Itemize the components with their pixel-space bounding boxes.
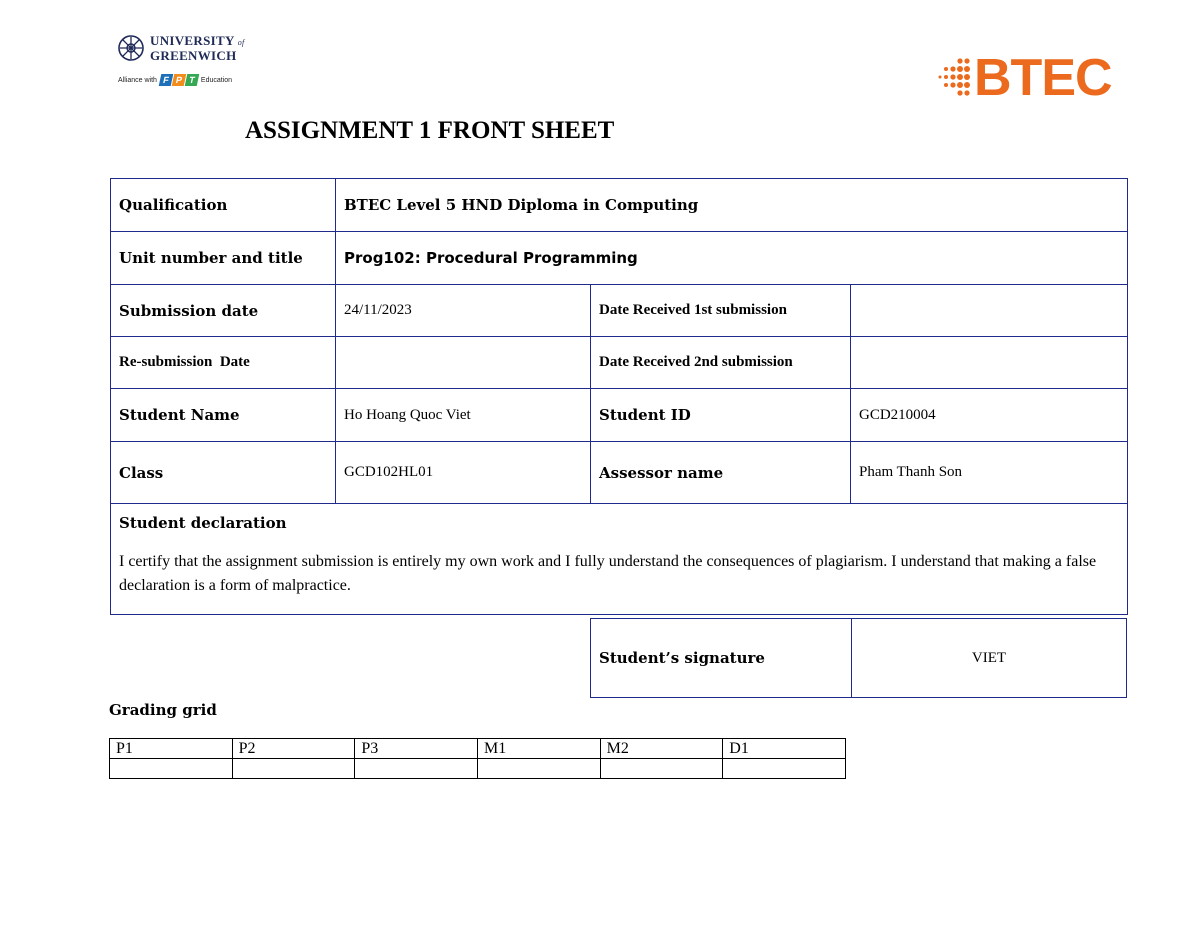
alliance-text: Alliance with	[118, 76, 157, 84]
grading-value-row	[110, 759, 846, 779]
unit-row	[111, 232, 1128, 285]
uog-line2: GREENWICH	[150, 48, 237, 63]
grade-value-p1	[110, 759, 233, 779]
assessor-label: Assessor name	[591, 442, 851, 504]
submission-row	[111, 285, 1128, 337]
university-of-greenwich-logo	[118, 34, 258, 94]
grade-header-m2: M2	[600, 739, 723, 759]
btec-dots-icon	[936, 55, 974, 101]
fpt-letter-t: T	[185, 74, 200, 86]
unit-label: Unit number and title	[111, 232, 336, 285]
signature-table	[590, 618, 1127, 698]
unit-value: Prog102: Procedural Programming	[336, 232, 1128, 285]
grade-header-p2: P2	[232, 739, 355, 759]
date-received-1-value	[851, 285, 1128, 337]
declaration-title: Student declaration	[119, 514, 287, 532]
date-received-2-label: Date Received 2nd submission	[591, 337, 851, 389]
front-sheet-table	[110, 178, 1128, 615]
signature-value: VIET	[852, 619, 1127, 698]
fpt-alliance	[118, 74, 258, 86]
qualification-value: BTEC Level 5 HND Diploma in Computing	[336, 179, 1128, 232]
fpt-logo	[160, 74, 198, 86]
qualification-label: Qualification	[111, 179, 336, 232]
fpt-letter-p: P	[172, 74, 187, 86]
grading-grid-title: Grading grid	[109, 701, 217, 719]
student-row	[111, 389, 1128, 442]
grade-header-p1: P1	[110, 739, 233, 759]
grade-value-m2	[600, 759, 723, 779]
uog-of: of	[237, 38, 245, 47]
resubmission-row	[111, 337, 1128, 389]
student-id-label: Student ID	[591, 389, 851, 442]
grade-value-p2	[232, 759, 355, 779]
page-title: ASSIGNMENT 1 FRONT SHEET	[245, 117, 615, 144]
greenwich-crest-icon	[118, 35, 144, 61]
btec-logo	[936, 48, 1126, 108]
uog-line1: UNIVERSITY	[150, 33, 235, 48]
grading-grid	[109, 738, 846, 779]
submission-date-value: 24/11/2023	[336, 285, 591, 337]
declaration-text: I certify that the assignment submission is entirely my own work and I fully understand the consequences of plagiarism. I understand that making a false declaration is a form of malpractice.	[119, 553, 1097, 594]
resubmission-value	[336, 337, 591, 389]
class-label: Class	[111, 442, 336, 504]
grade-value-p3	[355, 759, 478, 779]
signature-label: Student’s signature	[591, 619, 852, 698]
qualification-row	[111, 179, 1128, 232]
student-name-value: Ho Hoang Quoc Viet	[336, 389, 591, 442]
resubmission-label: Re-submission Date	[111, 337, 336, 389]
btec-wordmark: BTEC	[974, 49, 1112, 107]
grade-header-p3: P3	[355, 739, 478, 759]
submission-date-label: Submission date	[111, 285, 336, 337]
date-received-2-value	[851, 337, 1128, 389]
grade-value-m1	[477, 759, 600, 779]
student-name-label: Student Name	[111, 389, 336, 442]
student-id-value: GCD210004	[851, 389, 1128, 442]
grading-header-row	[110, 739, 846, 759]
fpt-letter-f: F	[159, 74, 174, 86]
class-value: GCD102HL01	[336, 442, 591, 504]
education-text: Education	[200, 76, 233, 84]
date-received-1-label: Date Received 1st submission	[591, 285, 851, 337]
assessor-value: Pham Thanh Son	[851, 442, 1128, 504]
grade-header-m1: M1	[477, 739, 600, 759]
declaration-row	[111, 504, 1128, 615]
grade-value-d1	[723, 759, 846, 779]
class-row	[111, 442, 1128, 504]
grade-header-d1: D1	[723, 739, 846, 759]
